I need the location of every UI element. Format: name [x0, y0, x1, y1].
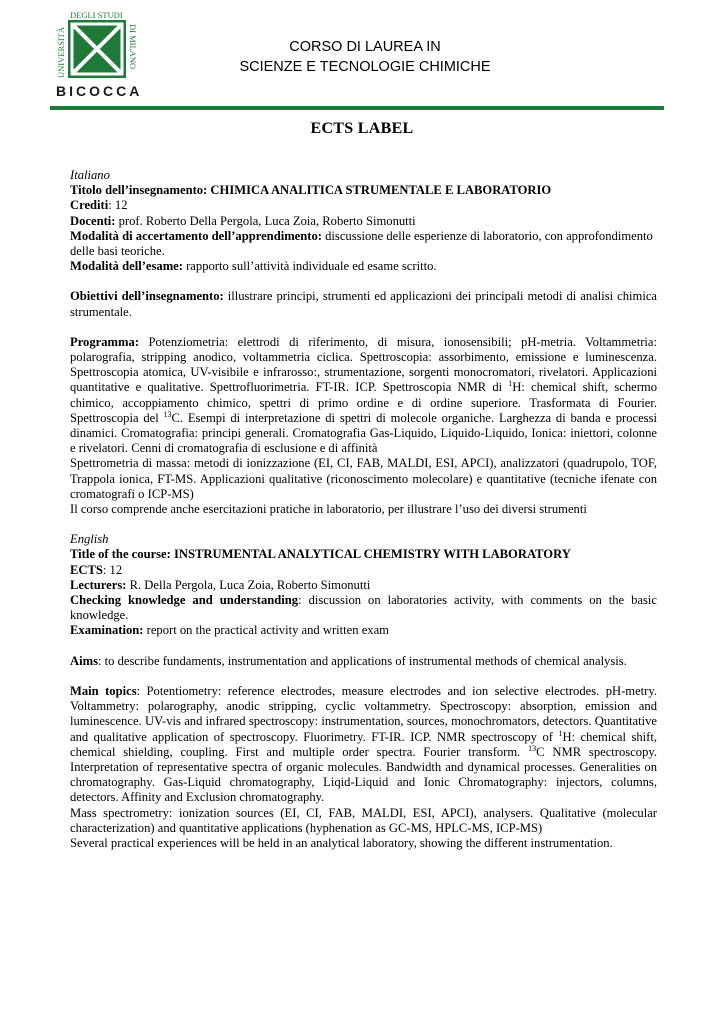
- page-title: ECTS LABEL: [310, 120, 414, 137]
- topics-en: Main topics: Potentiometry: reference electrodes, measure electrodes and ion selective electrodes. pH-metry. Voltammetry: polarography, anodic stripping, cyclic voltammetry. Spectroscopy: absorption, emission and luminescence. UV-vis and infrared spectroscopy: instrumentation, sources, monochromators, detectors. Quantitative and qualitative application of spectroscopy. Fluorimetry. FT-IR. ICP. NMR spectroscopy of $^1$H: chemical shift, chemical shielding, coupling. First and multiple order spectra. Fourier transform. $^{13}$C NMR spectroscopy. Interpretation of representative spectra of organic molecules. Bandwidth and dynamical processes. Generalities on chromatography. Gas-Liquid chromatography, Liqid-Liquid and Ionic Chromatography: injectors, columns, detectors. Affinity and Exclusion chromatography.: [70, 683, 658, 805]
- objectives-it: Obiettivi dell’insegnamento: illustrare principi, strumenti ed applicazioni dei principali metodi di analisi chimica strumentale.: [70, 289, 657, 319]
- logo-text-left: UNIVERSITÀ: [56, 27, 66, 78]
- aims-en: Aims: to describe fundaments, instrumentation and applications of instrumental methods of chemical analysis.: [70, 653, 627, 668]
- topics-en-practice: Several practical experiences will be held in an analytical laboratory, showing the different instrumentation.: [70, 835, 613, 850]
- degree-title-line2: SCIENZE E TECNOLOGIE CHIMICHE: [239, 59, 491, 75]
- lecturers-en: Lecturers: R. Della Pergola, Luca Zoia, Roberto Simonutti: [70, 577, 371, 592]
- logo-text-right: DI MILANO: [128, 24, 138, 70]
- program-it-mass: Spettrometria di massa: metodi di ionizzazione (EI, CI, FAB, MALDI, ESI, APCI), analizzatori (quadrupolo, TOF, Trappola ionica, FT-MS. Applicazioni qualitative (riconoscimento molecolare) e quantitative (tecniche ifenate con cromatografi o ICP-MS): [70, 456, 657, 501]
- section-language-en: English: [70, 532, 109, 547]
- course-title-it: Titolo dell’insegnamento: CHIMICA ANALITICA STRUMENTALE E LABORATORIO: [70, 183, 552, 198]
- program-it: Programma: Potenziometria: elettrodi di riferimento, di misura, ionosensibili; pH-metria. Voltammetria: polarografia, stripping anodico, voltammetria ciclica. Spettroscopia: assorbimento, emissione e luminescenza. Spettroscopia atomica, UV-visibile e infrarosso:, strumentazione, sorgenti monocromatori, rivelatori. Applicazioni quantitative e qualitative. Spettrofluorimetria. FT-IR. ICP. Spettroscopia NMR di $^1$H: chemical shift, schermo chimico, accoppiamento chimico, spettri di primo ordine e di ordine superiore. Trasformata di Fourier. Spettroscopia del $^{13}$C. Esempi di interpretazione di spettri di molecole organiche. Larghezza di banda e processi dinamici. Cromatografia: principi generali. Cromatografia Gas-Liquido, Liquido-Liquido, Ionica: iniettori, colonne e rivelatori. Cenni di cromatografia di esclusione e di affinità: [70, 334, 657, 456]
- logo-text-bottom: BICOCCA: [56, 83, 143, 99]
- program-it-practice: Il corso comprende anche esercitazioni pratiche in laboratorio, per illustrare l’uso dei diversi strumenti: [70, 502, 587, 517]
- degree-title: [210, 37, 520, 77]
- section-language-it: Italiano: [70, 168, 110, 182]
- assessment-it: Modalità di accertamento dell’apprendimento: discussione delle esperienze di laboratorio, con approfondimento delle basi teoriche.: [70, 228, 653, 259]
- header-rule: [50, 106, 664, 110]
- examination-en: Examination: report on the practical activity and written exam: [70, 623, 389, 638]
- document-body: [70, 168, 657, 851]
- topics-en-mass: Mass spectrometry: ionization sources (EI, CI, FAB, MALDI, ESI, APCI), analysers. Qualitative (molecular characterization) and quantitative applications (hyphenation as GC-MS, HPLC-MS, ICP-MS): [70, 805, 657, 835]
- degree-title-line1: CORSO DI LAUREA IN: [289, 39, 441, 55]
- checking-en: Checking knowledge and understanding: discussion on laboratories activity, with comments on the basic knowledge.: [70, 593, 657, 623]
- credits-it: Crediti: 12: [70, 198, 128, 213]
- exam-mode-it: Modalità dell’esame: rapporto sull’attività individuale ed esame scritto.: [70, 259, 437, 274]
- course-title-en: Title of the course: INSTRUMENTAL ANALYTICAL CHEMISTRY WITH LABORATORY: [70, 547, 571, 562]
- university-logo: [50, 12, 150, 102]
- teachers-it: Docenti: prof. Roberto Della Pergola, Luca Zoia, Roberto Simonutti: [70, 213, 416, 228]
- logo-text-top: DEGLI STUDI: [70, 12, 123, 20]
- credits-en: ECTS: 12: [70, 562, 123, 577]
